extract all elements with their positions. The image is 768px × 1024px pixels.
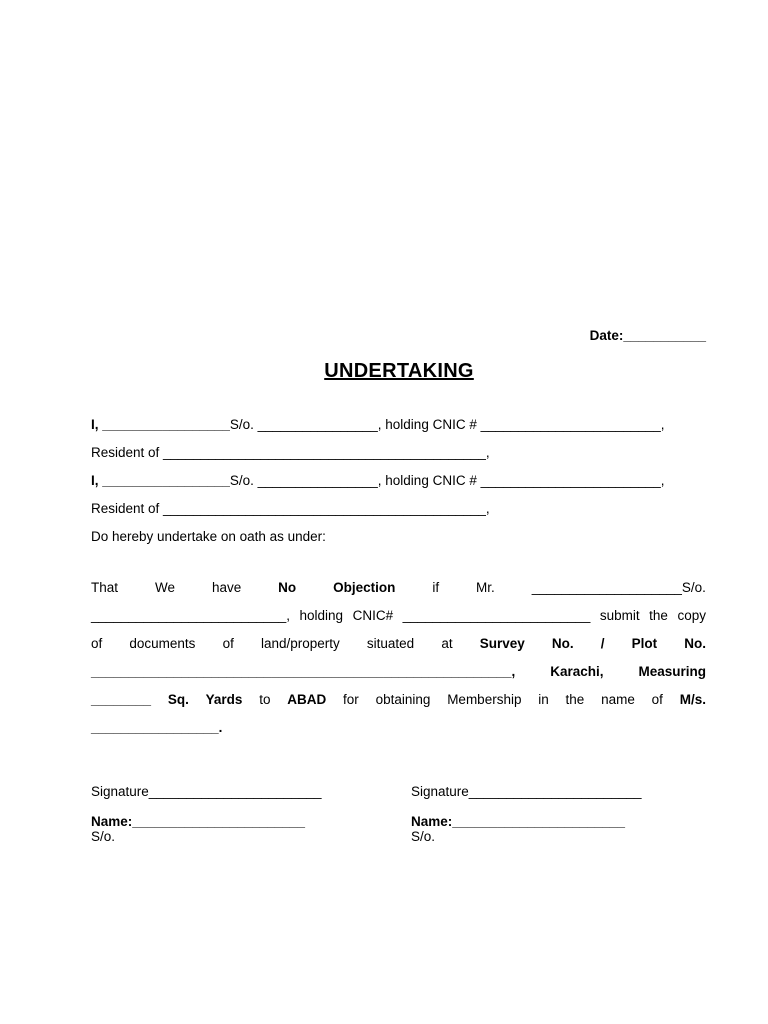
party1-details: S/o. ________________, holding CNIC # ________________________, [229, 417, 665, 432]
para-line-3 [91, 636, 706, 652]
para-line-2 [91, 608, 706, 624]
word: Yards [205, 692, 243, 707]
word: to [259, 692, 271, 707]
word: ________ [91, 692, 152, 707]
para-line-6: _________________. [91, 720, 223, 735]
date-field: Date:___________ [589, 328, 706, 343]
signature-right: Signature_______________________ [411, 784, 642, 799]
word: ____________________S/o. [531, 580, 706, 595]
word: of [91, 636, 103, 651]
word: in [538, 692, 549, 707]
oath-line: Do hereby undertake on oath as under: [91, 529, 326, 544]
word: No [278, 580, 297, 595]
para-line-4 [91, 664, 706, 680]
word: submit [599, 608, 640, 623]
para-line-1 [91, 580, 706, 596]
word: Objection [333, 580, 396, 595]
party2-resident: Resident of ___________________________________________, [91, 501, 490, 516]
word: __________________________, [91, 608, 290, 623]
party2-i-blank: I, _________________ [91, 473, 230, 488]
word: Measuring [638, 664, 706, 679]
para-line-5 [91, 692, 706, 708]
word: if [432, 580, 440, 595]
word: the [649, 608, 668, 623]
party2-details: S/o. ________________, holding CNIC # ________________________, [229, 473, 665, 488]
page-title: UNDERTAKING [324, 360, 474, 382]
word: copy [677, 608, 706, 623]
word: Membership [447, 692, 522, 707]
word: We [154, 580, 175, 595]
word: / [600, 636, 605, 651]
word: Plot [631, 636, 658, 651]
word: ________________________________________________________, [91, 664, 516, 679]
word: That [91, 580, 119, 595]
word: name [601, 692, 635, 707]
party1-line [91, 417, 665, 433]
word: Mr. [476, 580, 495, 595]
party1-resident: Resident of ___________________________________________, [91, 445, 490, 460]
word: the [565, 692, 585, 707]
name-left: Name:_______________________ [91, 814, 305, 829]
name-right: Name:_______________________ [411, 814, 625, 829]
word: _________________________ [402, 608, 591, 623]
party1-i-blank: I, _________________ [91, 417, 230, 432]
word: documents [129, 636, 196, 651]
word: land/property [260, 636, 340, 651]
signature-left: Signature_______________________ [91, 784, 322, 799]
so-right: S/o. [411, 829, 436, 844]
word: CNIC# [352, 608, 394, 623]
word: of [651, 692, 663, 707]
word: for [343, 692, 359, 707]
word: ABAD [287, 692, 327, 707]
word: Sq. [167, 692, 189, 707]
word: obtaining [375, 692, 431, 707]
word: M/s. [679, 692, 706, 707]
word: of [222, 636, 234, 651]
word: Survey [479, 636, 525, 651]
party2-line [91, 473, 665, 489]
word: No. [551, 636, 574, 651]
word: No. [684, 636, 706, 651]
word: at [441, 636, 453, 651]
so-left: S/o. [91, 829, 116, 844]
word: Karachi, [550, 664, 604, 679]
word: have [211, 580, 242, 595]
word: situated [366, 636, 415, 651]
word: holding [299, 608, 344, 623]
